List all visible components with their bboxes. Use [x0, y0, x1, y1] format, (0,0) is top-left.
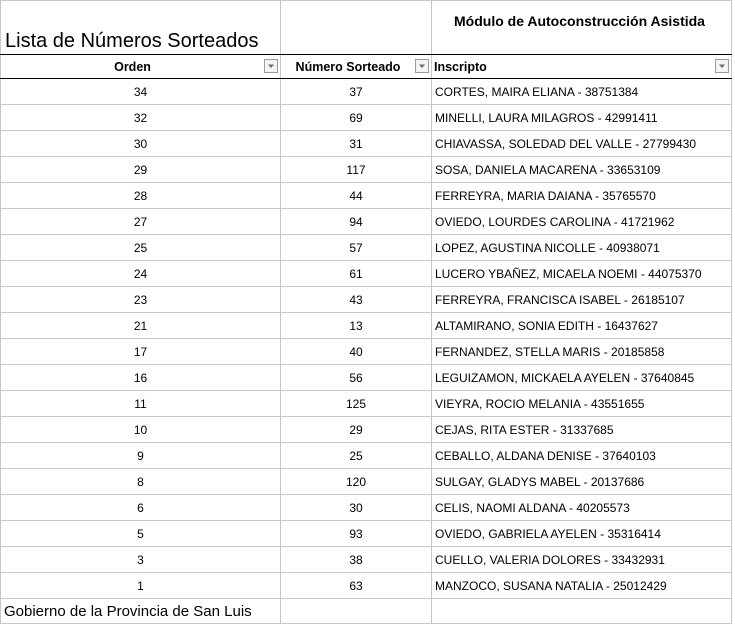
inscripto-cell[interactable]: CELIS, NAOMI ALDANA - 40205573 [432, 495, 732, 521]
orden-cell[interactable]: 5 [1, 521, 281, 547]
filter-dropdown-icon[interactable] [715, 59, 729, 73]
inscripto-cell[interactable]: SULGAY, GLADYS MABEL - 20137686 [432, 469, 732, 495]
numero-sorteado-cell[interactable]: 120 [281, 469, 432, 495]
numero-sorteado-cell[interactable]: 43 [281, 287, 432, 313]
table-row [1, 235, 732, 261]
numero-sorteado-cell[interactable]: 94 [281, 209, 432, 235]
orden-cell[interactable]: 25 [1, 235, 281, 261]
table-row [1, 261, 732, 287]
inscripto-cell[interactable]: CORTES, MAIRA ELIANA - 38751384 [432, 79, 732, 105]
sheet-title[interactable]: Lista de Números Sorteados [1, 1, 281, 55]
inscripto-cell[interactable]: CEJAS, RITA ESTER - 31337685 [432, 417, 732, 443]
inscripto-cell[interactable]: CEBALLO, ALDANA DENISE - 37640103 [432, 443, 732, 469]
column-header-label: Orden [114, 59, 151, 74]
inscripto-cell[interactable]: CHIAVASSA, SOLEDAD DEL VALLE - 27799430 [432, 131, 732, 157]
numero-sorteado-cell[interactable]: 61 [281, 261, 432, 287]
table-row [1, 391, 732, 417]
table-row [1, 131, 732, 157]
column-header-label: Número Sorteado [295, 59, 401, 74]
numero-sorteado-cell[interactable]: 37 [281, 79, 432, 105]
inscripto-cell[interactable]: LOPEZ, AGUSTINA NICOLLE - 40938071 [432, 235, 732, 261]
orden-cell[interactable]: 16 [1, 365, 281, 391]
inscripto-cell[interactable]: CUELLO, VALERIA DOLORES - 33432931 [432, 547, 732, 573]
orden-cell[interactable]: 30 [1, 131, 281, 157]
orden-cell[interactable]: 29 [1, 157, 281, 183]
inscripto-cell[interactable]: MINELLI, LAURA MILAGROS - 42991411 [432, 105, 732, 131]
numero-sorteado-cell[interactable]: 69 [281, 105, 432, 131]
orden-cell[interactable]: 9 [1, 443, 281, 469]
numero-sorteado-cell[interactable]: 38 [281, 547, 432, 573]
orden-cell[interactable]: 23 [1, 287, 281, 313]
orden-cell[interactable]: 1 [1, 573, 281, 599]
table-row [1, 183, 732, 209]
orden-cell[interactable]: 32 [1, 105, 281, 131]
table-row [1, 105, 732, 131]
inscripto-cell[interactable]: FERNANDEZ, STELLA MARIS - 20185858 [432, 339, 732, 365]
table-row [1, 339, 732, 365]
table-row [1, 521, 732, 547]
column-header-label: Inscripto [434, 59, 487, 74]
empty-cell[interactable] [281, 1, 432, 55]
numero-sorteado-cell[interactable]: 25 [281, 443, 432, 469]
inscripto-cell[interactable]: ALTAMIRANO, SONIA EDITH - 16437627 [432, 313, 732, 339]
numero-sorteado-cell[interactable]: 125 [281, 391, 432, 417]
orden-cell[interactable]: 28 [1, 183, 281, 209]
column-header-orden[interactable] [1, 55, 281, 79]
table-row [1, 313, 732, 339]
orden-cell[interactable]: 17 [1, 339, 281, 365]
empty-cell[interactable] [432, 599, 732, 624]
footer-text[interactable]: Gobierno de la Provincia de San Luis [1, 599, 281, 624]
orden-cell[interactable]: 6 [1, 495, 281, 521]
table-row [1, 365, 732, 391]
table-row [1, 443, 732, 469]
column-header-inscripto[interactable] [432, 55, 732, 79]
numero-sorteado-cell[interactable]: 40 [281, 339, 432, 365]
orden-cell[interactable]: 3 [1, 547, 281, 573]
sheet-subtitle[interactable]: Módulo de Autoconstrucción Asistida [432, 1, 732, 55]
table-row [1, 547, 732, 573]
numero-sorteado-cell[interactable]: 57 [281, 235, 432, 261]
filter-dropdown-icon[interactable] [415, 59, 429, 73]
numero-sorteado-cell[interactable]: 29 [281, 417, 432, 443]
numero-sorteado-cell[interactable]: 44 [281, 183, 432, 209]
inscripto-cell[interactable]: FERREYRA, MARIA DAIANA - 35765570 [432, 183, 732, 209]
orden-cell[interactable]: 21 [1, 313, 281, 339]
filter-dropdown-icon[interactable] [264, 59, 278, 73]
table-row [1, 157, 732, 183]
inscripto-cell[interactable]: MANZOCO, SUSANA NATALIA - 25012429 [432, 573, 732, 599]
numero-sorteado-cell[interactable]: 63 [281, 573, 432, 599]
inscripto-cell[interactable]: VIEYRA, ROCIO MELANIA - 43551655 [432, 391, 732, 417]
column-header-numero-sorteado[interactable] [281, 55, 432, 79]
numero-sorteado-cell[interactable]: 117 [281, 157, 432, 183]
table-row [1, 417, 732, 443]
table-row [1, 209, 732, 235]
empty-cell[interactable] [281, 599, 432, 624]
inscripto-cell[interactable]: LEGUIZAMON, MICKAELA AYELEN - 37640845 [432, 365, 732, 391]
title-row [1, 1, 732, 55]
orden-cell[interactable]: 8 [1, 469, 281, 495]
inscripto-cell[interactable]: OVIEDO, LOURDES CAROLINA - 41721962 [432, 209, 732, 235]
table-row [1, 469, 732, 495]
footer-row [1, 599, 732, 624]
inscripto-cell[interactable]: LUCERO YBAÑEZ, MICAELA NOEMI - 44075370 [432, 261, 732, 287]
orden-cell[interactable]: 27 [1, 209, 281, 235]
inscripto-cell[interactable]: FERREYRA, FRANCISCA ISABEL - 26185107 [432, 287, 732, 313]
numero-sorteado-cell[interactable]: 31 [281, 131, 432, 157]
orden-cell[interactable]: 34 [1, 79, 281, 105]
numero-sorteado-cell[interactable]: 30 [281, 495, 432, 521]
numero-sorteado-cell[interactable]: 93 [281, 521, 432, 547]
header-row [1, 55, 732, 79]
table-row [1, 79, 732, 105]
orden-cell[interactable]: 11 [1, 391, 281, 417]
inscripto-cell[interactable]: OVIEDO, GABRIELA AYELEN - 35316414 [432, 521, 732, 547]
numero-sorteado-cell[interactable]: 13 [281, 313, 432, 339]
orden-cell[interactable]: 10 [1, 417, 281, 443]
table-row [1, 495, 732, 521]
table-row [1, 573, 732, 599]
orden-cell[interactable]: 24 [1, 261, 281, 287]
numero-sorteado-cell[interactable]: 56 [281, 365, 432, 391]
inscripto-cell[interactable]: SOSA, DANIELA MACARENA - 33653109 [432, 157, 732, 183]
table-row [1, 287, 732, 313]
